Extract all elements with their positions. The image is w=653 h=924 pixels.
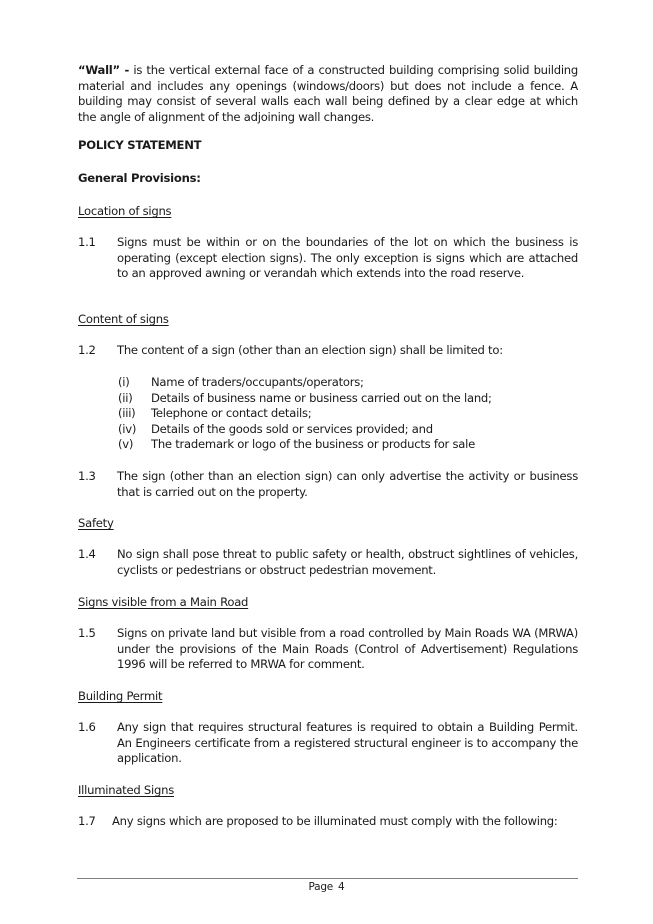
list-item-number: (iii) (118, 406, 136, 420)
list-item-text: Telephone or contact details; (151, 406, 312, 420)
section-heading-location: Location of signs (78, 204, 172, 218)
general-provisions-heading: General Provisions: (78, 171, 201, 185)
section-heading-content: Content of signs (78, 312, 169, 326)
section-heading-building-permit: Building Permit (78, 689, 163, 703)
clause-number: 1.4 (78, 547, 96, 561)
clause-text: Any sign that requires structural features is required to obtain a Building Permit. An Engineers certificate from a registered structural engineer is to accompany the application. (117, 720, 578, 765)
list-item-number: (i) (118, 375, 130, 389)
list-item (118, 406, 578, 422)
list-item (118, 437, 578, 453)
section-heading-safety: Safety (78, 516, 114, 530)
definition-text: is the vertical external face of a constructed building comprising solid building material and includes any openings (windows/doors) but does not include a fence. A building may consist of several walls each wall being defined by a clear edge at which the angle of alignment of the adjoining wall changes. (78, 63, 579, 124)
clause-text: Signs must be within or on the boundaries of the lot on which the business is operating (except election signs). The only exception is signs which are attached to an approved awning or verandah which extends into the road reserve. (117, 235, 578, 280)
section-heading-main-road: Signs visible from a Main Road (78, 595, 249, 609)
list-item-number: (ii) (118, 390, 133, 405)
list-item (118, 422, 578, 438)
clause-number: 1.7 (78, 814, 96, 828)
page-number: Page 4 (308, 881, 345, 893)
wall-definition (78, 63, 578, 125)
list-item-text: The trademark or logo of the business or products for sale (151, 437, 475, 451)
definition-term: “Wall” - (78, 63, 130, 77)
list-item (118, 391, 578, 407)
list-item-number: (iv) (118, 421, 137, 436)
clause-text: No sign shall pose threat to public safety or health, obstruct sightlines of vehicles, cyclists or pedestrians or obstruct pedestrian movement. (117, 547, 578, 577)
clause-number: 1.1 (78, 235, 96, 249)
clause-text: The sign (other than an election sign) can only advertise the activity or business that is carried out on the property. (117, 469, 578, 499)
clause-number: 1.3 (78, 469, 96, 483)
content-sublist (118, 375, 578, 453)
clause-number: 1.6 (78, 720, 96, 734)
clause-text: Signs on private land but visible from a road controlled by Main Roads WA (MRWA) under the provisions of the Main Roads (Control of Advertisement) Regulations 1996 will be referred to MRWA for comment. (117, 626, 578, 671)
clause-text: The content of a sign (other than an election sign) shall be limited to: (117, 343, 503, 357)
clause-number: 1.2 (78, 343, 96, 357)
list-item-text: Details of business name or business carried out on the land; (151, 390, 492, 405)
list-item-number: (v) (118, 437, 134, 451)
list-item (118, 375, 578, 391)
list-item-text: Name of traders/occupants/operators; (151, 375, 364, 389)
clause-number: 1.5 (78, 626, 96, 640)
clause-text: Any signs which are proposed to be illuminated must comply with the following: (112, 814, 558, 828)
policy-statement-heading: POLICY STATEMENT (78, 138, 202, 152)
section-heading-illuminated: Illuminated Signs (78, 783, 174, 797)
footer-divider (77, 878, 578, 879)
list-item-text: Details of the goods sold or services provided; and (151, 421, 433, 436)
